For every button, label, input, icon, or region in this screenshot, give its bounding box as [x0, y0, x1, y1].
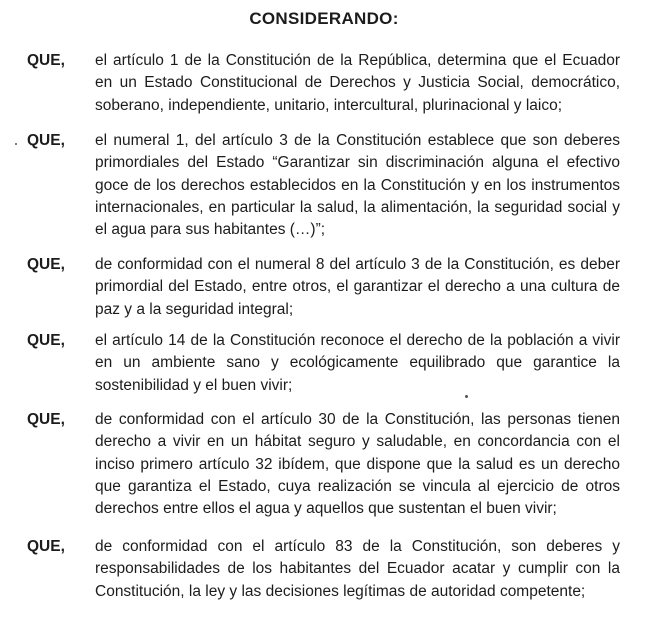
scan-speck	[15, 143, 17, 145]
document-heading: CONSIDERANDO:	[249, 9, 399, 28]
scan-speck	[465, 395, 468, 398]
clause-keyword: QUE,	[27, 256, 65, 273]
clause-text: de conformidad con el artículo 30 de la Constitución, las personas tienen derecho a vivir en un hábitat seguro y saludable, en concordancia con el inciso primero artículo 32 ibídem, que dispone que la salud es un derecho que garantiza el Estado, cuya realización se vincula al ejercicio de otros derechos entre ellos el agua y aquellos que sustentan el buen vivir;	[95, 411, 620, 518]
clause-text: el artículo 14 de la Constitución reconoce el derecho de la población a vivir en un ambiente sano y ecológicamente equilibrado que garantice la sostenibilidad y el buen vivir;	[95, 332, 620, 394]
clause-text: de conformidad con el numeral 8 del artículo 3 de la Constitución, es deber primordial del Estado, entre otros, el garantizar el derecho a una cultura de paz y a la seguridad integral;	[95, 256, 620, 318]
clause-keyword: QUE,	[27, 52, 65, 69]
clause-keyword: QUE,	[27, 132, 65, 149]
clause-text: el numeral 1, del artículo 3 de la Constitución establece que son deberes primordiales del Estado “Garantizar sin discriminación alguna el efectivo goce de los derechos establecidos en la Constitución y en los instrumentos internacionales, en particular la salud, la alimentación, la seguridad social y el agua para sus habitantes (…)”;	[95, 132, 620, 239]
clause-keyword: QUE,	[27, 332, 65, 349]
clause-keyword: QUE,	[27, 411, 65, 428]
clause-keyword: QUE,	[27, 538, 65, 555]
clause-text: el artículo 1 de la Constitución de la República, determina que el Ecuador en un Estado Constitucional de Derechos y Justicia Social, democrático, soberano, independiente, unitario, intercultural, plurinacional y laico;	[95, 52, 620, 114]
clause-text: de conformidad con el artículo 83 de la Constitución, son deberes y responsabilidades de los habitantes del Ecuador acatar y cumplir con la Constitución, la ley y las decisiones legítimas de autoridad competente;	[95, 538, 620, 600]
